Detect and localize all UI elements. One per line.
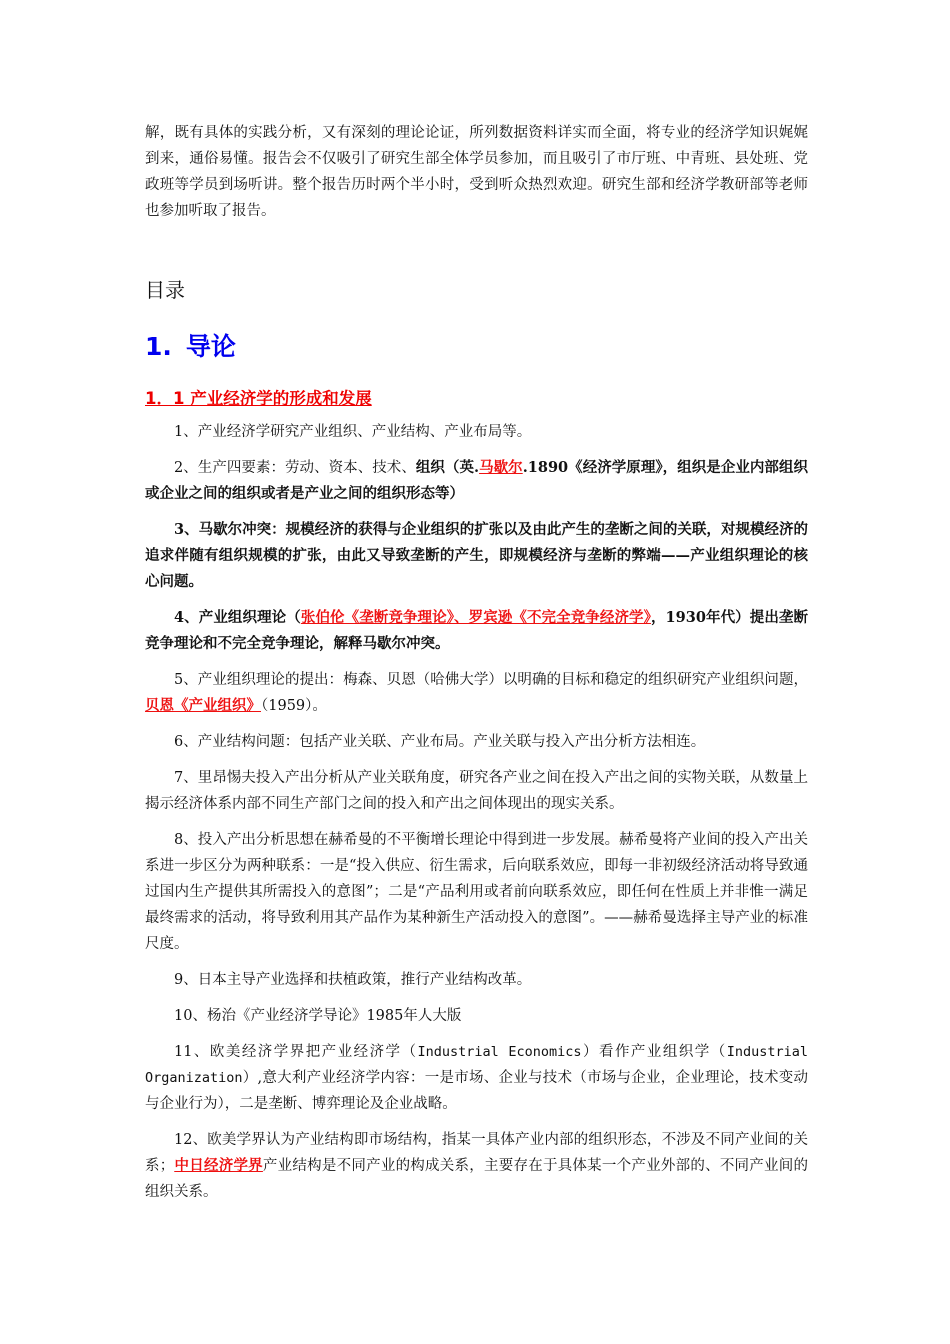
item-12 [145,1127,808,1205]
item-11-term-2: Industrial Organization [145,1044,809,1086]
item-3: 3、马歇尔冲突：规模经济的获得与企业组织的扩张以及由此产生的垄断之间的关联，对规模经济的追求伴随有组织规模的扩张，由此又导致垄断的产生，即规模经济与垄断的弊端——产业组织理论的核心问题。 [145,521,808,590]
document-page [145,120,808,1215]
item-10: 10、杨治《产业经济学导论》1985年人大版 [174,1008,462,1024]
item-6: 6、产业结构问题：包括产业关联、产业布局。产业关联与投入产出分析方法相连。 [174,734,706,750]
item-4-tail: ，1930年代）提出垄断竞争理论和不完全竞争理论，解释马歇尔冲突。 [145,609,809,652]
item-1: 1、产业经济学研究产业组织、产业结构、产业布局等。 [174,424,532,440]
item-2-text: 2、生产四要素：劳动、资本、技术、 [174,460,416,476]
item-2 [145,455,808,507]
item-2-bold: 组织（英. [415,459,480,476]
item-2-link[interactable]: 马歇尔 [479,459,523,476]
item-5 [145,667,808,719]
item-9: 9、日本主导产业选择和扶植政策，推行产业结构改革。 [174,972,532,988]
item-2-bold-tail: .1890《经济学原理》，组织是企业内部组织或企业之间的组织或者是产业之间的组织形态等） [145,459,808,502]
item-5-link[interactable]: 贝恩《产业组织》 [145,697,261,714]
item-12-link[interactable]: 中日经济学界 [174,1157,263,1174]
item-11-tail: ）,意大利产业经济学内容：一是市场、企业与技术（市场与企业，企业理论，技术变动与企业行为），二是垄断、博弈理论及企业战略。 [145,1070,808,1112]
section-number: 1. [145,332,172,361]
item-11-text: 11、欧美经济学界把产业经济学（ [174,1044,418,1060]
intro-paragraph: 解，既有具体的实践分析，又有深刻的理论论证，所列数据资料详实而全面，将专业的经济学知识娓娓到来，通俗易懂。报告会不仅吸引了研究生部全体学员参加，而且吸引了市厅班、中青班、县处班、党政班等学员到场听讲。整个报告历时两个半小时，受到听众热烈欢迎。研究生部和经济学教研部等老师也参加听取了报告。 [145,125,808,219]
item-5-text: 5、产业组织理论的提出：梅森、贝恩（哈佛大学）以明确的目标和稳定的组织研究产业组织问题， [174,672,808,688]
item-4 [145,605,808,657]
item-11 [145,1039,808,1117]
item-8: 8、投入产出分析思想在赫希曼的不平衡增长理论中得到进一步发展。赫希曼将产业间的投入产出关系进一步区分为两种联系：一是“投入供应、衍生需求，后向联系效应，即每一非初级经济活动将导致通过国内生产提供其所需投入的意图”；二是“产品利用或者前向联系效应，即任何在性质上并非惟一满足最终需求的活动，将导致利用其产品作为某种新生产活动投入的意图”。——赫希曼选择主导产业的标准尺度。 [145,832,808,952]
item-12-text: 12、欧美学界认为产业结构即市场结构，指某一具体产业内部的组织形态，不涉及不同产业间的关系； [145,1132,808,1174]
item-4-text: 4、产业组织理论（ [174,609,301,626]
item-11-text-2: ）看作产业组织学（ [581,1044,727,1060]
item-5-tail: （1959）。 [261,698,327,714]
section-title: 导论 [185,332,236,361]
subsection-heading: 1．1 产业经济学的形成和发展 [145,389,372,408]
section-heading [145,327,808,363]
item-12-tail: 产业结构是不同产业的构成关系，主要存在于具体某一个产业外部的、不同产业间的组织关系。 [145,1158,809,1200]
item-4-link[interactable]: 张伯伦《垄断竞争理论》、罗宾逊《不完全竞争经济学》 [300,609,651,626]
item-7: 7、里昂惕夫投入产出分析从产业关联角度，研究各产业之间在投入产出之间的实物关联，从数量上揭示经济体系内部不同生产部门之间的投入和产出之间体现出的现实关系。 [145,770,808,812]
toc-heading: 目录 [145,278,185,302]
item-11-term-1: Industrial Economics [417,1044,582,1060]
